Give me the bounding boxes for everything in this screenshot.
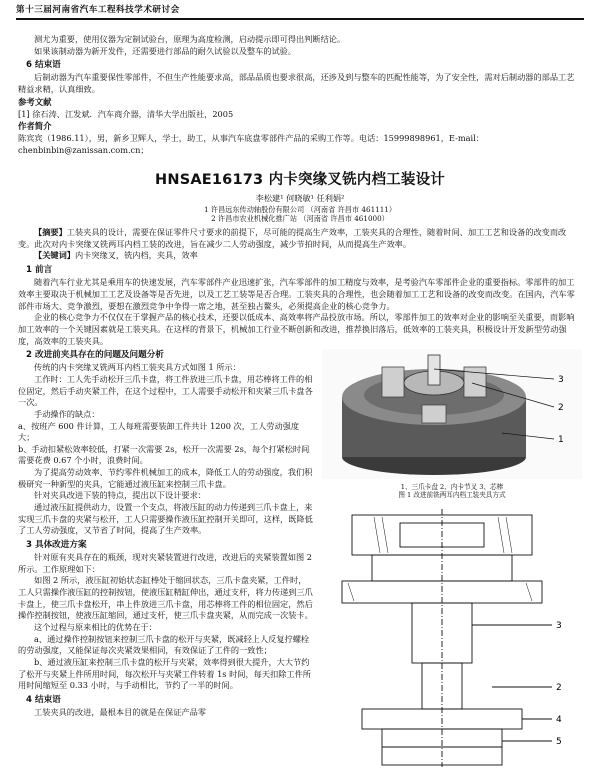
figure-1-label-2: 2 — [558, 403, 564, 414]
keywords — [18, 250, 582, 262]
abstract-label: 【摘要】 — [34, 227, 67, 238]
left-p14: 工装夹具的改进，最根本目的就是在保证产品零 — [34, 707, 206, 718]
references-heading: 参考文献 — [18, 96, 52, 107]
prev-paragraph-1: 测尤为重要，使用仪器为定制试验台，原理为高度检测，启动提示即可得出判断结论。 — [34, 34, 346, 44]
figure-1-caption: 图 1 改进前铣两耳内档工装夹具方式 — [398, 491, 506, 500]
left-p11: 这个过程与原来相比的优势在于： — [34, 622, 157, 633]
article-authors: 李松建¹ 何晓敏¹ 任利娟² — [255, 193, 345, 204]
section-4-heading: 4 结束语 — [26, 694, 61, 705]
prev-paragraph-3: 后制动器为汽车重要保性零部件，不但生产性能要求高，部品品质也要求很高，还涉及到与整车的匹配性能等，为了安全性，需对后制动器的部品工艺精益求精，认真细致。 — [18, 72, 575, 95]
left-p13: b、通过液压缸来控制三爪卡盘的松开与夹紧，效率得到很大提升，大大节约了松开与夹紧上件所用时间，每次松开与夹紧工件转着 1s 时间，每天扣除工件所用时间缩短至 0.33 小时，与手动相比，节约了一半的时间。 — [18, 656, 311, 691]
hatch-line — [348, 583, 354, 601]
page-body — [14, 20, 586, 773]
section-3-heading: 3 具体改进方案 — [26, 539, 87, 550]
figure-1-label-3: 3 — [558, 375, 564, 386]
running-header — [16, 0, 584, 20]
left-p8: 通过液压缸提供动力，设置一个支点，将液压缸的动力传递到三爪卡盘上，来实现三爪卡盘的夹紧与松开，工人只需要操作液压缸控制开关即可，这样，既降低了工人劳动强度，又节省了时间，提高了生产效率。 — [18, 502, 313, 536]
affiliation-2: 2 许昌市农业机械化推广站 （河南省 许昌市 461000） — [211, 214, 389, 224]
left-p12: a、通过操作控制按钮来控制三爪卡盘的松开与夹紧，既减轻上人反复拧螺栓的劳动强度，又能保证每次夹紧效果相同，有效保证了工件的一致性； — [18, 633, 310, 656]
left-p10: 如图 2 所示，液压缸初始状态缸棒处于缩回状态，三爪卡盘夹紧，工件时，工人只需操作液压缸的控制按钮，使液压缸精缸伸出，通过支杆，将力传递到三爪卡盘上，使三爪卡盘松开，串上件放进三爪卡盘，用芯棒将工件的相位固定，然后操作控制按钮，使液压缸缩回，通过支杆，使三爪卡盘夹紧，从而完成一次装卡。 — [18, 575, 313, 621]
prev-paragraph-2: 如果该制动器为新开发件，还需要进行部品的耐久试验以及整车的试验。 — [34, 45, 297, 56]
jaw-left — [382, 367, 404, 397]
bio-heading: 作者简介 — [18, 121, 52, 132]
header-text: 第十三届河南省汽车工程科技学术研讨会 — [16, 4, 180, 15]
left-p5: b、手动扣紧松效率较低，打紧一次需要 2s，松开一次需要 2s，每个打紧松时间需要花费 0.67 个小时，浪费时间。 — [18, 443, 310, 466]
left-p3: 手动操作的缺点： — [34, 408, 100, 419]
section-2-heading: 2 改进前夹具存在的问题及问题分析 — [26, 350, 164, 361]
reference-1: [1] 徐石涛、江发斌．汽车商介器，清华大学出版社，2005 — [18, 108, 234, 119]
left-p9: 针对原有夹具存在的瓶颈，现对夹紧装置进行改进，改进后的夹紧装置如图 2 所示。工作原理如下： — [18, 552, 313, 574]
hatch-line — [382, 517, 388, 553]
article-title: HNSAE16173 内卡突缘叉铣内档工装设计 — [155, 171, 445, 188]
affiliation-1: 1 许昌远东传动轴股份有限公司 （河南省 许昌市 461111） — [203, 204, 397, 214]
left-column — [18, 347, 314, 773]
figure-1-drawing — [322, 349, 582, 479]
hatch-line — [374, 517, 380, 553]
left-p6: 为了提高劳动效率、节约零件机械加工的成本，降低工人的劳动强度，我们积极研究一种新型的夹具，它能通过液压缸来控制三爪卡盘。 — [18, 467, 313, 489]
prev-section-6-heading: 6 结束语 — [26, 60, 61, 71]
intro-paragraph-1: 随着汽车行业尤其是乘用车的快速发展，汽车零部件产业迅速扩张，汽车零部件的加工精度与效率，是考验汽车零部件企业的重要指标。零部件的加工效率主要取决于机械加工工艺及设备等是否先进，以及工艺工装等是否合理。工装夹具的合理性，也会随着加工工艺和设备的改变而改变。在国内，汽车零部件市场大、竞争激烈，要想在激烈竞争中争得一席之地，甚至独占鳌头，必须提高企业的核心竞争力。 — [18, 277, 575, 311]
keywords-text: 内卡突缘叉，铣内档，夹具，效率 — [74, 250, 198, 261]
left-p1: 传统的内卡突缘叉铣两耳内档工装夹具方式如图 1 所示： — [34, 362, 241, 373]
figure-2-label-4: 4 — [556, 715, 562, 726]
figure-1 — [322, 349, 582, 499]
left-p2: 工作时：工人先手动松开三爪卡盘，将工件放进三爪卡盘，用芯棒将工件的相位固定，然后手动夹紧工件，在这个过程中，工人需要手动松开和夹紧三爪卡盘各一次。 — [18, 374, 313, 408]
abstract-text: 工装夹具的设计，需要在保证零件尺寸要求的前提下，尽可能的提高生产效率，工装夹具的合理性，随着时间、加工工艺和设备的改变而改变。此次对内卡突缘叉铣两耳内档工装的改进，旨在减少二人劳动强度，减少节拍时间，从而提高生产效率。 — [18, 227, 567, 249]
hatch-line — [506, 517, 512, 553]
left-p4: a、按班产 600 件计算，工人每班需要装卸工件共计 1200 次，工人劳动强度大； — [18, 420, 300, 443]
figure-1-label-1: 1 — [558, 435, 564, 446]
figure-2 — [322, 505, 582, 773]
figure-2-label-5: 5 — [556, 737, 562, 748]
two-column-region — [18, 347, 582, 773]
abstract — [18, 227, 582, 250]
figure-1-caption-legend: 1、三爪卡盘 2、内卡节叉 3、芯棒 — [400, 482, 504, 491]
figure-2-label-2: 2 — [556, 683, 562, 694]
figure-2-drawing — [322, 505, 582, 773]
left-p7: 针对夹具改进下装的特点，提出以下设计要求： — [34, 490, 206, 501]
section-1-heading: 1 前言 — [26, 265, 53, 276]
keywords-label: 【关键词】 — [34, 250, 75, 261]
figure-2-label-3: 3 — [556, 621, 562, 632]
hatch-line — [526, 583, 532, 601]
mandrel-bar — [428, 355, 440, 385]
intro-paragraph-2: 企业的核心竞争力不仅仅在于掌握产品的核心技术，还要以低成本、高效率将产品投放市场。所以，零部件加工的效率对企业的影响至关重要，而影响加工效率的一个关键因素就是工装夹具。在这样的背景下，机械加工行业不断创新和改进，推荐换旧落后，低效率的工装夹具，积极设计开发新型劳动强度，高效率的工装夹具。 — [18, 312, 575, 346]
jaw-front — [422, 405, 446, 423]
hatch-line — [498, 517, 504, 553]
author-bio: 陈宾宾（1986.11），男，新乡卫辉人，学士，助工，从事汽车底盘零部件产品的采购工作等。电话：15999898961，E-mail：chenbinbin@zanissan.com.cn； — [18, 133, 484, 155]
right-column — [322, 347, 582, 773]
